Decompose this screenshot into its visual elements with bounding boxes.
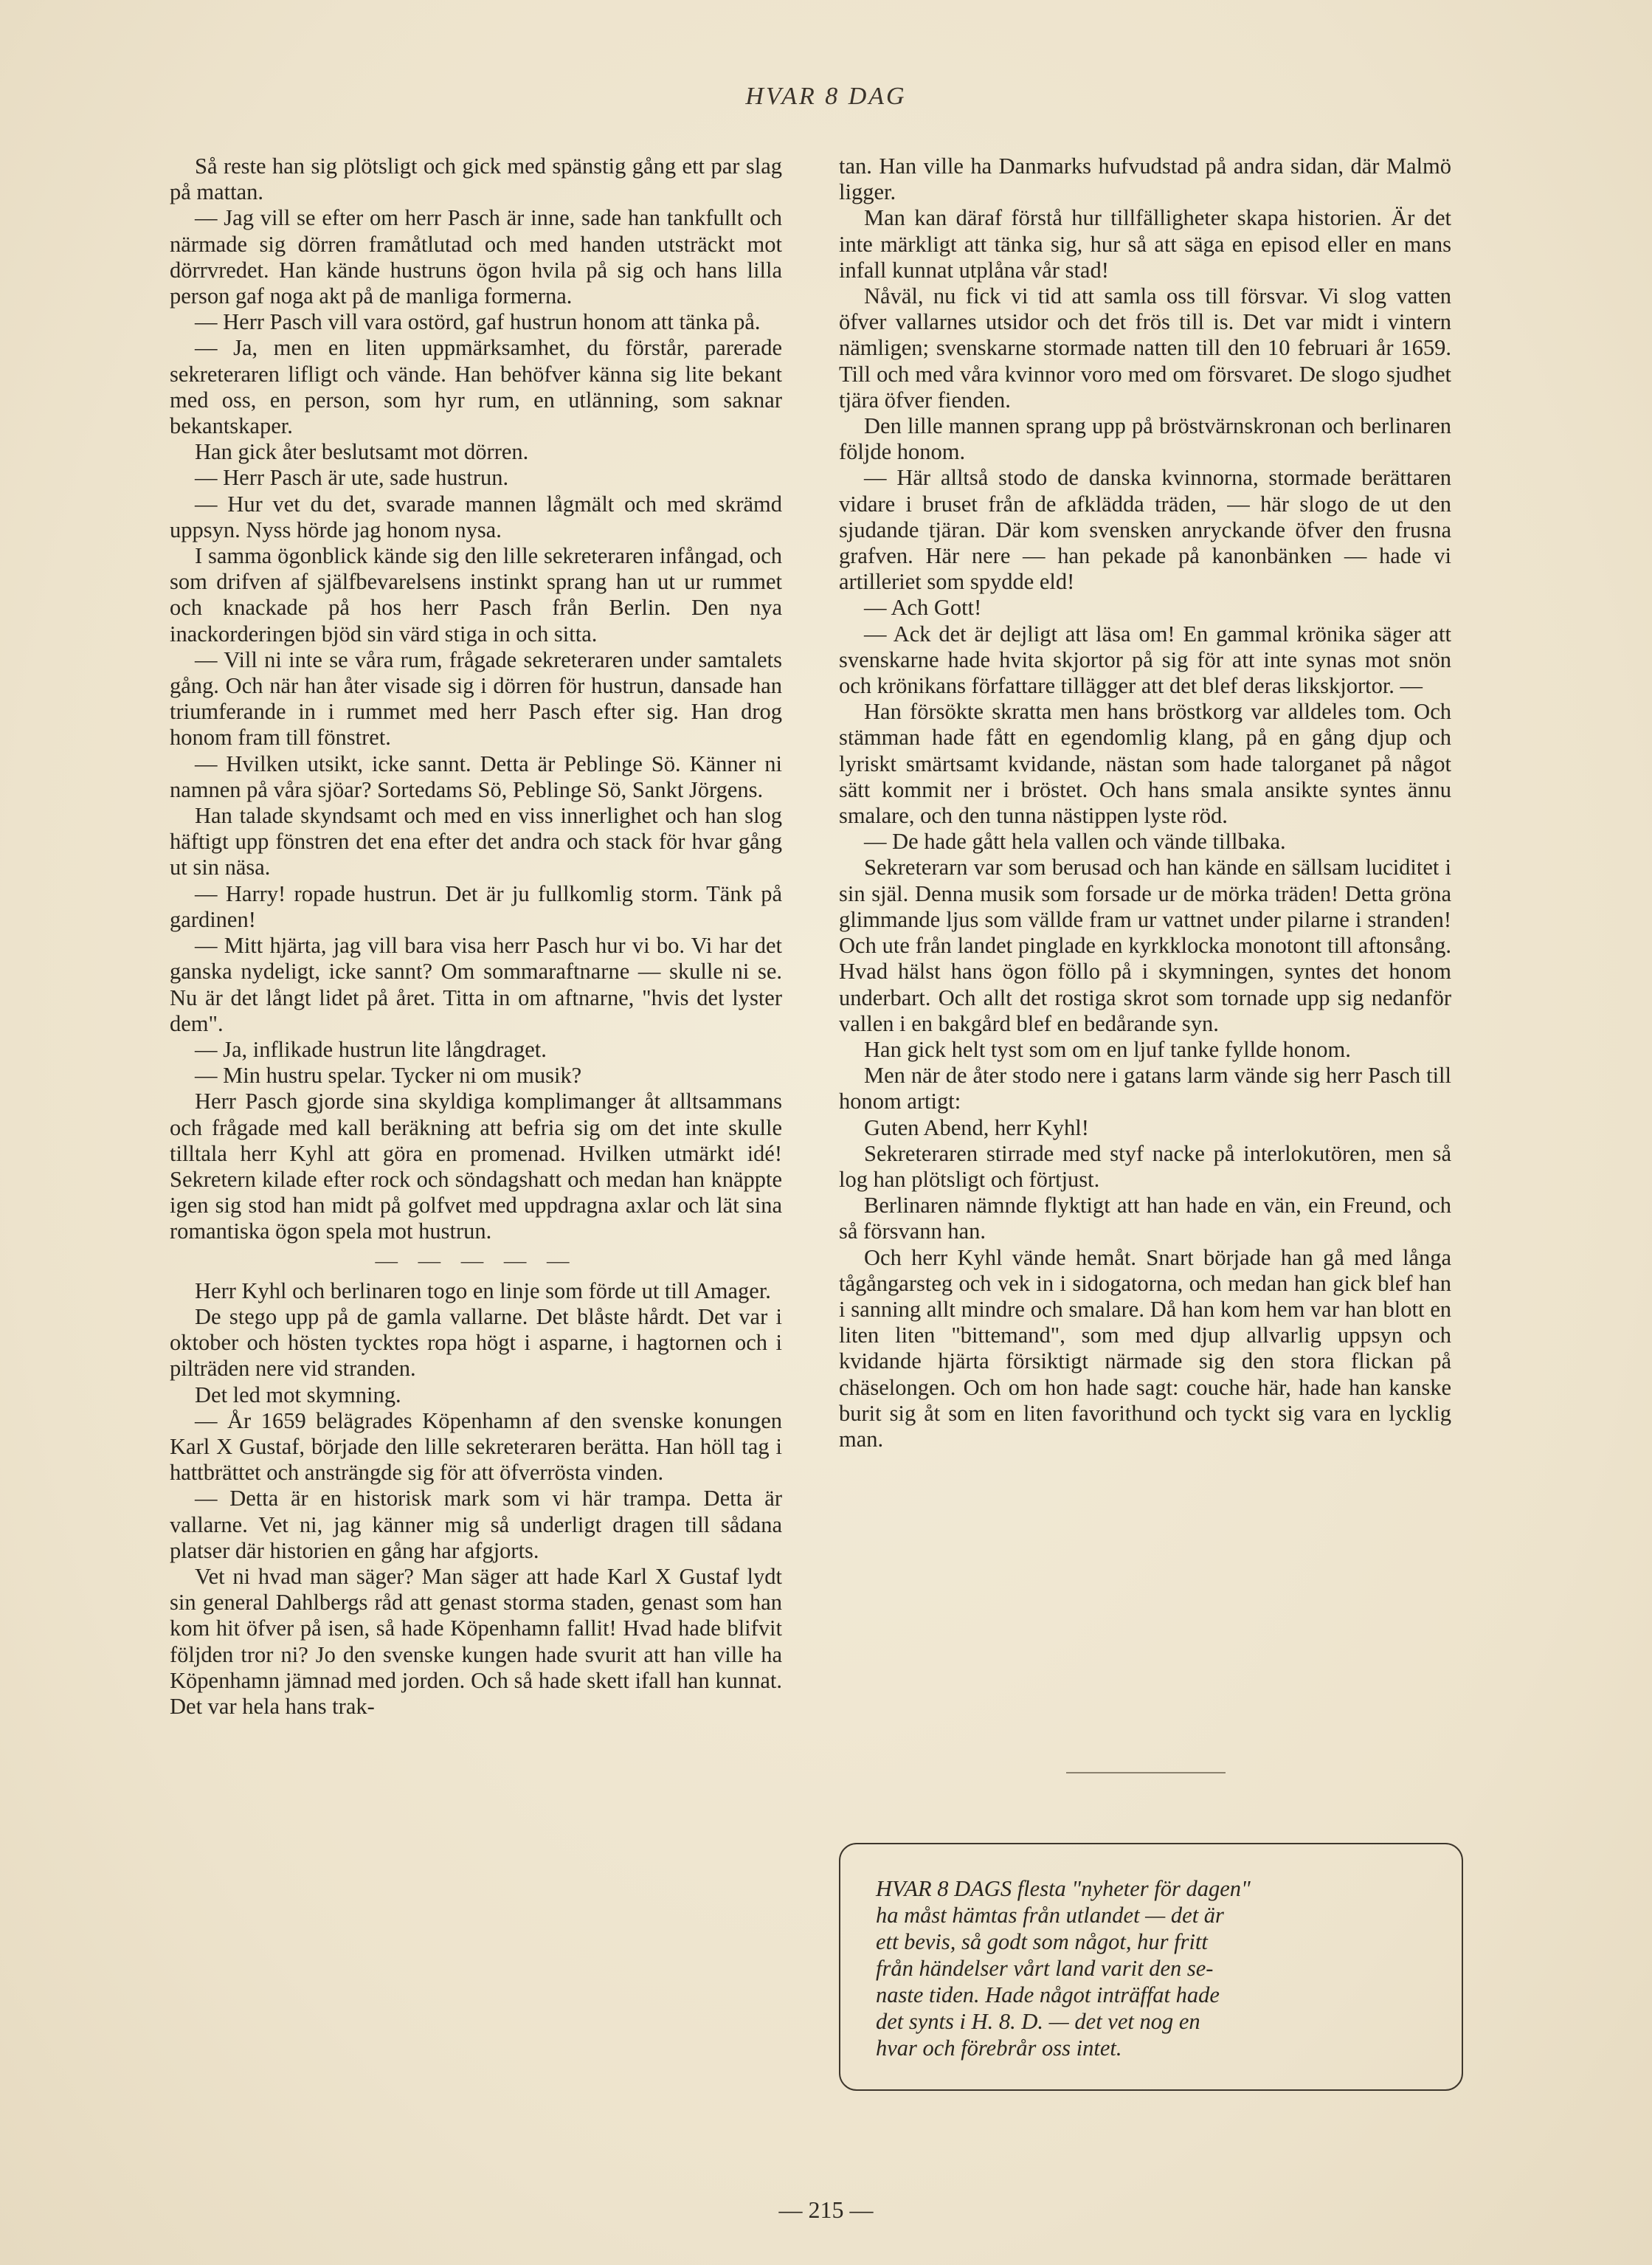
paragraph: — Ja, men en liten uppmärksamhet, du förstår, parerade sekreteraren lifligt och vände. Han behöfver känna sig lite bekant med oss, en person, som hyr rum, en utlänning, som saknar bekantskaper. bbox=[170, 335, 782, 439]
page-number: — 215 — bbox=[778, 2196, 874, 2223]
paragraph: Han försökte skratta men hans bröstkorg var alldeles tom. Och stämman hade fått en egendomlig klang, på en gång djup och lyriskt smärtsamt kvidande, nästan som hade talorganet på något sätt kommit ner i bröstet. Och hans smala ansikte syntes ännu smalare, och den tunna nästippen lyste röd. bbox=[839, 699, 1451, 829]
paragraph: — Vill ni inte se våra rum, frågade sekreteraren under samtalets gång. Och när han åter visade sig i dörren för hustrun, dansade han triumferande in i rummet med herr Pasch efter sig. Han drog honom fram till fönstret. bbox=[170, 647, 782, 751]
paragraph: Så reste han sig plötsligt och gick med spänstig gång ett par slag på mattan. bbox=[170, 154, 782, 205]
notice-line: från händelser vårt land varit den se- bbox=[876, 1956, 1214, 1981]
paragraph: — Här alltså stodo de danska kvinnorna, stormade berättaren vidare i bruset från de afklädda träden, — här slogo de ut den sjudande tjäran. Där kom svensken anryckande öfver den frusna grafven. Här nere — han pekade på kanonbänken — hade vi artilleriet som spydde eld! bbox=[839, 465, 1451, 595]
paragraph: Man kan däraf förstå hur tillfälligheter skapa historien. Är det inte märkligt att tänka sig, hur så att säga en episod eller en mans infall kunnat utplåna vår stad! bbox=[839, 205, 1451, 283]
paragraph: — Jag vill se efter om herr Pasch är inne, sade han tankfullt och närmade sig dörren framåtlutad och med handen utsträckt mot dörrvredet. Han kände hustruns ögon hvila på sig och hans lilla person gaf noga akt på de manliga formerna. bbox=[170, 205, 782, 309]
notice-line: naste tiden. Hade något inträffat hade bbox=[876, 1982, 1220, 2007]
paragraph: Och herr Kyhl vände hemåt. Snart började han gå med långa tågångarsteg och vek in i sidogatorna, och medan han gick blef han i sanning allt mindre och smalare. Då han kom hem var han blott en liten liten "bittemand", som med djup allvarlig uppsyn och kvidande hjärta försiktigt närmade sig den stora flickan på chäselongen. Och om hon hade sagt: couche här, hade han kanske burit sig åt som en liten favorithund och tyckt sig vara en lycklig man. bbox=[839, 1244, 1451, 1452]
paragraph: — Detta är en historisk mark som vi här trampa. Detta är vallarne. Vet ni, jag känner mig så underligt dragen till sådana platser där historien en gång har afgjorts. bbox=[170, 1486, 782, 1563]
notice-box bbox=[839, 1843, 1463, 2091]
paragraph: Sekreterarn var som berusad och han kände en sällsam luciditet i sin själ. Denna musik som forsade ur de mörka träden! Detta gröna glimmande ljus som vällde fram ur vattnet under pilarne i stranden! Och ute från landet pinglade en kyrkklocka monotont till aftonsång. Hvad hälst hans ögon föllo på i skymningen, syntes det honom underbart. Och allt det rostiga skrot som tornade upp sig nedanför vallen i en bakgård blef en bedårande syn. bbox=[839, 855, 1451, 1036]
notice-line: ha måst hämtas från utlandet — det är bbox=[876, 1903, 1224, 1928]
paragraph: — Hur vet du det, svarade mannen lågmält och med skrämd uppsyn. Nyss hörde jag honom nysa. bbox=[170, 491, 782, 542]
paragraph: Han gick åter beslutsamt mot dörren. bbox=[195, 439, 529, 465]
section-separator: — — — — — bbox=[375, 1247, 577, 1273]
notice-line: HVAR 8 DAGS flesta "nyheter för dagen" bbox=[876, 1876, 1251, 1901]
notice-line: det synts i H. 8. D. — det vet nog en bbox=[876, 2009, 1200, 2034]
paragraph: — Ach Gott! bbox=[864, 595, 982, 621]
paragraph: — Mitt hjärta, jag vill bara visa herr Pasch hur vi bo. Vi har det ganska nydeligt, icke sannt? Om sommaraftnarne — skulle ni se. Nu är det långt lidet på året. Titta in om aftnarne, "hvis det lyster dem". bbox=[170, 933, 782, 1036]
notice-line: hvar och förebrår oss intet. bbox=[876, 2035, 1122, 2061]
paragraph: Herr Pasch gjorde sina skyldiga komplimanger åt alltsammans och frågade med kall beräkning att befria sig om det inte skulle tilltala herr Kyhl att göra en promenad. Hvilken utmärkt idé! Sekretern kilade efter rock och söndagshatt och medan han knäppte igen sig stod han midt på golfvet med uppdragna axlar och lät sina romantiska ögon spela mot hustrun. bbox=[170, 1089, 782, 1244]
paragraph: Det led mot skymning. bbox=[195, 1382, 401, 1407]
paragraph: Den lille mannen sprang upp på bröstvärnskronan och berlinaren följde honom. bbox=[839, 413, 1451, 465]
paragraph: Guten Abend, herr Kyhl! bbox=[864, 1114, 1089, 1140]
paragraph: — Ja, inflikade hustrun lite långdraget. bbox=[195, 1036, 547, 1062]
paragraph: Berlinaren nämnde flyktigt att han hade en vän, ein Freund, och så försvann han. bbox=[839, 1193, 1451, 1244]
paragraph: — Min hustru spelar. Tycker ni om musik? bbox=[195, 1063, 582, 1089]
paragraph: — Harry! ropade hustrun. Det är ju fullkomlig storm. Tänk på gardinen! bbox=[170, 880, 782, 932]
paragraph: Nåväl, nu fick vi tid att samla oss till försvar. Vi slog vatten öfver vallarnes utsidor och det frös till is. Det var midt i vintern nämligen; svenskarne stormade natten till den 10 februari år 1659. Till och med våra kvinnor voro med om försvaret. De slogo sjudhet tjära öfver fienden. bbox=[839, 283, 1451, 413]
paragraph: De stego upp på de gamla vallarne. Det blåste hårdt. Det var i oktober och hösten tycktes ropa högt i asparne, i hagtornen och i pilträden nere vid stranden. bbox=[170, 1303, 782, 1382]
paragraph: — De hade gått hela vallen och vände tillbaka. bbox=[864, 829, 1286, 855]
paragraph: Sekreteraren stirrade med styf nacke på interlokutören, men så log han plötsligt och förtjust. bbox=[839, 1140, 1451, 1192]
right-column bbox=[839, 154, 1451, 1452]
paragraph: — Ack det är dejligt att läsa om! En gammal krönika säger att svenskarne hade hvita skjortor på sig för att inte synas mot snön och krönikans författare tillägger att det blef deras likskjortor. — bbox=[839, 621, 1451, 699]
paragraph: Vet ni hvad man säger? Man säger att hade Karl X Gustaf lydt sin general Dahlbergs råd att genast storma staden, genast som han kom hit öfver på isen, så hade Köpenhamn fallit! Hvad hade blifvit följden tror ni? Jo den svenske kungen hade svurit att han ville ha Köpenhamn jämnad med jorden. Och så hade skett ifall han kunnat. Det var hela hans trak- bbox=[170, 1563, 782, 1719]
paragraph: — Herr Pasch är ute, sade hustrun. bbox=[195, 465, 509, 491]
paragraph: Han talade skyndsamt och med en viss innerlighet och han slog häftigt upp fönstren det ena efter det andra och stack för hvar gång ut sin näsa. bbox=[170, 803, 782, 880]
running-title: HVAR 8 DAG bbox=[745, 83, 907, 110]
paragraph: Men när de åter stodo nere i gatans larm vände sig herr Pasch till honom artigt: bbox=[839, 1063, 1451, 1114]
paragraph: — Hvilken utsikt, icke sannt. Detta är Peblinge Sö. Känner ni namnen på våra sjöar? Sortedams Sö, Peblinge Sö, Sankt Jörgens. bbox=[170, 751, 782, 802]
paragraph: — År 1659 belägrades Köpenhamn af den svenske konungen Karl X Gustaf, började den lille sekreteraren berätta. Han höll tag i hattbrättet och ansträngde sig för att öfverrösta vinden. bbox=[170, 1407, 782, 1486]
paragraph: — Herr Pasch vill vara ostörd, gaf hustrun honom att tänka på. bbox=[195, 309, 761, 335]
paragraph: Han gick helt tyst som om en ljuf tanke fyllde honom. bbox=[864, 1036, 1351, 1062]
notice-line: ett bevis, så godt som något, hur fritt bbox=[876, 1929, 1208, 1954]
paragraph: tan. Han ville ha Danmarks hufvudstad på andra sidan, där Malmö ligger. bbox=[839, 154, 1451, 205]
paragraph: I samma ögonblick kände sig den lille sekreteraren infångad, och som drifven af själfbevarelsens instinkt sprang han ut ur rummet och knackade på hos herr Pasch från Berlin. Den nya inackorderingen bjöd sin värd stiga in och sitta. bbox=[170, 543, 782, 647]
divider-rule bbox=[1066, 1772, 1226, 1773]
left-column bbox=[170, 154, 782, 1720]
paragraph: Herr Kyhl och berlinaren togo en linje som förde ut till Amager. bbox=[195, 1278, 771, 1303]
